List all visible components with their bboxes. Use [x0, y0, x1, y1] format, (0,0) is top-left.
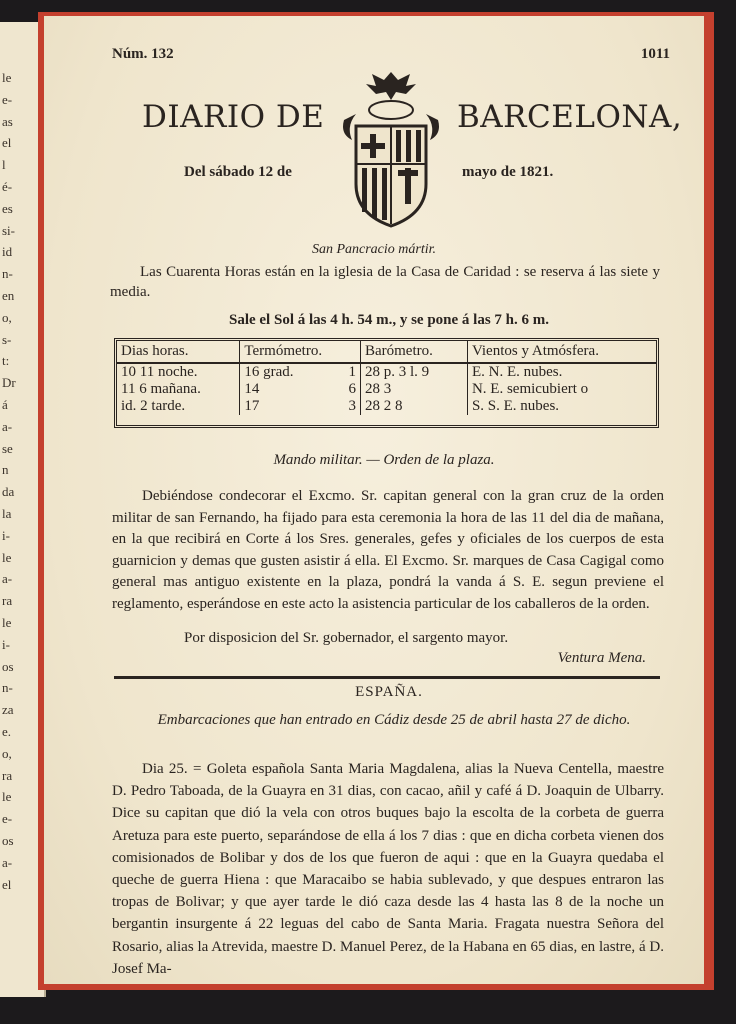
left-page-fragment: t: — [2, 353, 10, 369]
left-page-fragment: os — [2, 833, 14, 848]
left-page-fragment: o, — [2, 309, 12, 325]
weather-cell: 10 11 noche. — [117, 363, 240, 381]
weather-cell: N. E. semicubiert o — [471, 381, 589, 397]
left-page-fragment: id — [2, 244, 13, 260]
left-page-fragment: e. — [2, 724, 12, 739]
weather-row — [117, 398, 656, 415]
weather-cell: 14 — [244, 381, 260, 397]
weather-cell: 3 — [334, 398, 360, 415]
weather-table — [114, 338, 659, 428]
left-page-fragment: la — [2, 506, 12, 521]
signature: Ventura Mena. — [557, 650, 646, 666]
date-left: Del sábado 12 de — [184, 164, 292, 180]
weather-cell: 1 — [334, 363, 360, 381]
left-page-fragment: n- — [2, 266, 13, 282]
left-page-fragment: a- — [2, 418, 13, 434]
section-title-espana: ESPAÑA. — [355, 684, 423, 700]
disposicion-line: Por disposicion del Sr. gobernador, el sargento mayor. — [184, 630, 509, 646]
forty-hours-notice: Las Cuarenta Horas están en la iglesia de la Casa de Caridad : se reserva á las siete y media. — [110, 264, 660, 300]
left-page-fragment: en — [2, 288, 15, 303]
left-page-fragment: ra — [2, 593, 13, 609]
left-page-fragment: as — [2, 113, 13, 129]
left-page-fragment: a- — [2, 854, 13, 870]
newspaper-page — [44, 16, 704, 984]
military-order-paragraph: Debiéndose condecorar el Excmo. Sr. capitan general con la gran cruz de la orden militar de san Fernando, ha fijado para esta ceremonia la hora de las 11 del dia de mañana, en la que recibirá en Corte á los Sres. generales, gefes y oficiales de los cuerpos de esta guarnicion y demas que gusten asistir á ella. El Excmo. Sr. marques de Casa Cagigal como general mas antiguo existente en la plaza, pondrá la vanda á S. E. segun previene el reglamento, esperándose en este acto la asistencia particular de los caballeros de la orden. — [112, 488, 664, 612]
left-page-fragment: á — [2, 397, 8, 412]
left-page-fragment: e- — [2, 811, 13, 827]
weather-cell: 28 2 8 — [360, 398, 467, 415]
left-page-fragment: le — [2, 70, 12, 85]
left-page-fragment: l — [2, 157, 6, 173]
dia-25-paragraph: Dia 25. = Goleta española Santa Maria Magdalena, alias la Nueva Centella, maestre D. Pedro Taboada, de la Guayra en 31 dias, con cacao, añil y café á D. Joaquin de Ulbarry. Dice su capitan que dió la vela con otros buques bajo la escolta de la corbeta de guerra Aretuza para este puerto, separándose de ella á los 7 dias : que en dicha corbeta vienen dos comisionados de Bolibar y dos de los que fueron de aqui : que en la Guayra quedaba el queche de guerra Hiena : que Maracaibo se habia sublevado, y que despues entraron las tropas de Bolivar; y que ayer tarde le dió caza desde las 4 hasta las 8 de la noche un bergantin insurgente á 22 leguas del cabo de Santa Maria. Fragata nuestra Señora del Rosario, alias la Atrevida, maestre D. Manuel Perez, de la Habana en 65 dias, en lastre, á D. Josef Ma- — [112, 761, 664, 977]
issue-number: Núm. 132 — [112, 46, 174, 62]
section-divider — [114, 676, 660, 682]
left-page-fragment: za — [2, 702, 14, 718]
masthead-title-right: BARCELONA, — [457, 99, 683, 135]
weather-header-termometro: Termómetro. — [240, 341, 361, 363]
masthead-title-left: DIARIO DE — [142, 99, 325, 135]
left-page-fragment: si- — [2, 222, 15, 238]
left-page-fragment: s- — [2, 331, 12, 347]
weather-header-barometro: Barómetro. — [360, 341, 467, 363]
left-page-fragment: os — [2, 658, 14, 674]
coat-of-arms-icon — [326, 64, 456, 234]
weather-row — [117, 381, 656, 398]
left-page-fragment: n- — [2, 680, 13, 696]
weather-cell: id. 2 tarde. — [117, 398, 240, 415]
weather-cell: 11 6 mañana. — [117, 381, 240, 398]
date-right: mayo de 1821. — [462, 164, 554, 180]
left-page-fragment: es — [2, 200, 13, 216]
left-page-fragment: le — [2, 549, 12, 565]
weather-cell: 16 grad. — [244, 364, 294, 380]
left-page-fragment: Dr — [2, 375, 16, 391]
left-page-fragment: e- — [2, 91, 13, 107]
left-page-fragment: i- — [2, 636, 10, 652]
weather-cell: 28 3 — [360, 381, 467, 398]
left-page-fragment: le — [2, 615, 12, 630]
embarcaciones-subtitle: Embarcaciones que han entrado en Cádiz desde 25 de abril hasta 27 de dicho. — [157, 712, 631, 728]
left-page-fragment: se — [2, 440, 13, 456]
left-page-fragment: da — [2, 484, 15, 500]
weather-cell: 6 — [334, 381, 360, 398]
left-page-fragment: é- — [2, 179, 13, 194]
weather-cell: 28 p. 3 l. 9 — [360, 363, 467, 381]
weather-cell: 17 — [244, 398, 260, 414]
saint-of-day: San Pancracio mártir. — [311, 242, 437, 257]
weather-cell: E. N. E. nubes. — [471, 364, 563, 380]
left-page-fragment: ra — [2, 767, 13, 783]
page-number: 1011 — [640, 46, 670, 62]
weather-row — [117, 363, 656, 381]
weather-cell: S. S. E. nubes. — [471, 398, 560, 414]
left-page-fragment: i- — [2, 527, 10, 543]
sunrise-sunset: Sale el Sol á las 4 h. 54 m., y se pone á las 7 h. 6 m. — [228, 312, 550, 328]
left-page-fragment: le — [2, 789, 12, 805]
left-page-fragment: el — [2, 876, 12, 892]
left-page-fragment: a- — [2, 571, 13, 587]
left-page-fragment: el — [2, 135, 12, 151]
left-page-fragment: n — [2, 462, 9, 478]
weather-header-vientos: Vientos y Atmósfera. — [467, 341, 656, 363]
weather-header-dias: Dias horas. — [117, 341, 240, 363]
section-heading-mando: Mando militar. — Orden de la plaza. — [273, 452, 495, 468]
left-page-fragment: o, — [2, 745, 12, 761]
